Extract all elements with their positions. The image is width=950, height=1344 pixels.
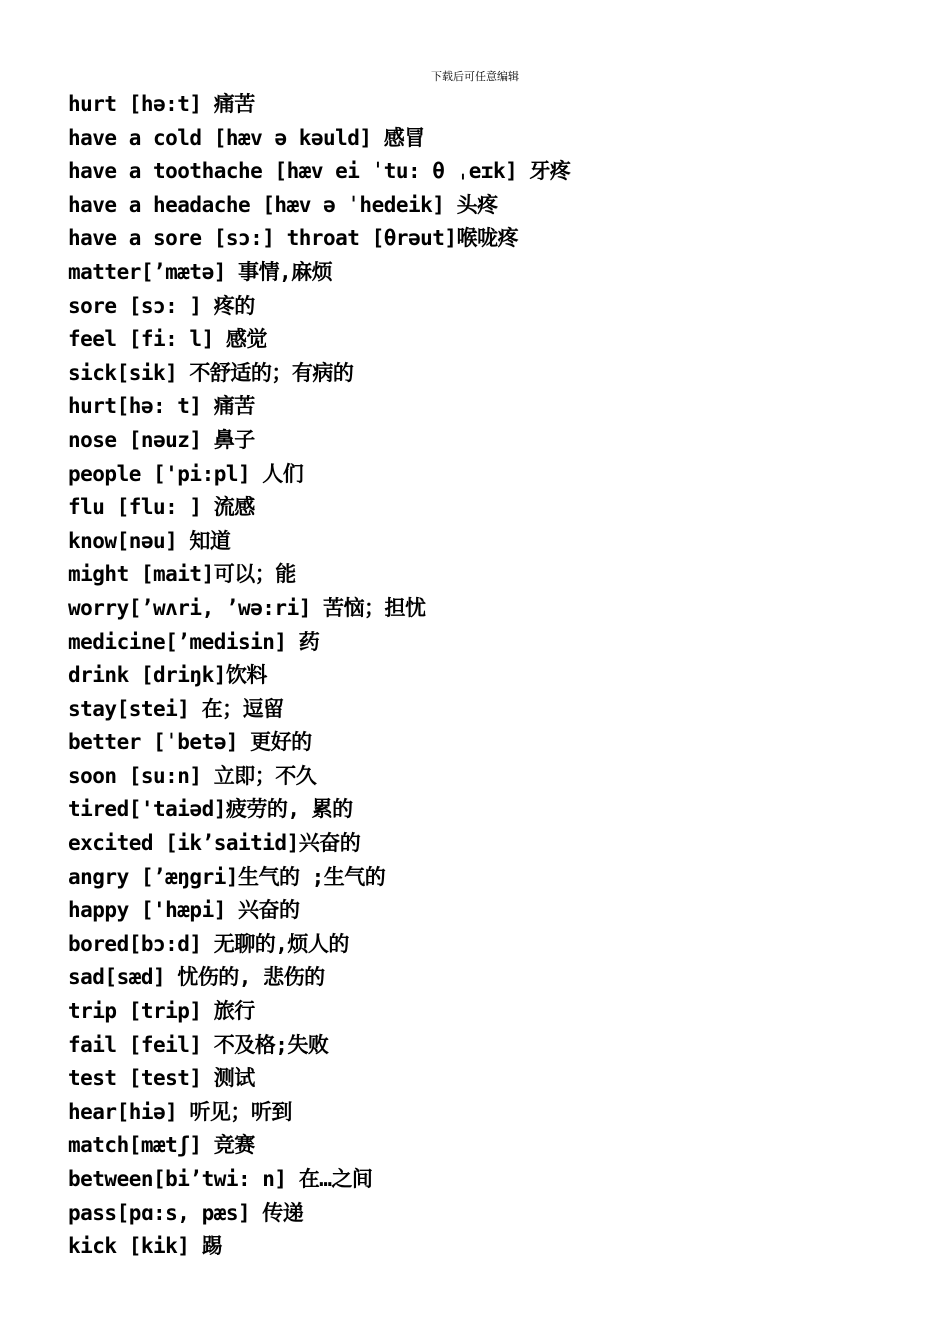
vocab-entry: hear[hiə] 听见；听到 <box>68 1099 292 1124</box>
vocab-entry: tired['taiəd]疲劳的, 累的 <box>68 797 353 822</box>
vocab-entry: sad[sæd] 忧伤的, 悲伤的 <box>68 965 325 990</box>
vocab-entry: nose [nəuz] 鼻子 <box>68 427 255 452</box>
vocab-entry: matter[’mætə] 事情,麻烦 <box>68 259 333 284</box>
vocab-entry: stay[stei] 在；逗留 <box>68 696 284 721</box>
vocab-entry: test [test] 测试 <box>68 1066 255 1091</box>
vocab-entry: hurt[hə: t] 痛苦 <box>68 394 255 419</box>
vocab-entry: feel [fi: l] 感觉 <box>68 327 267 352</box>
vocab-entry: might [mait]可以；能 <box>68 562 296 587</box>
vocab-entry: pass[pɑ:s, pæs] 传递 <box>68 1200 304 1225</box>
vocab-entry: match[mætʃ] 竞赛 <box>68 1133 255 1158</box>
vocab-entry: drink [driŋk]饮料 <box>68 663 267 688</box>
vocab-entry: medicine[’medisin] 药 <box>68 629 320 654</box>
vocab-entry: know[nəu] 知道 <box>68 528 231 553</box>
vocab-entry: have a toothache [hæv ei ˈtu: θ ˌeɪk] 牙疼 <box>68 159 571 184</box>
vocab-entry: sore [sɔ: ] 疼的 <box>68 293 255 318</box>
vocab-entry: worry[’wʌri, ’wə:ri] 苦恼；担忧 <box>68 595 426 620</box>
vocab-entry: have a cold [hæv ə kəuld] 感冒 <box>68 125 425 150</box>
vocab-entry: better [ˈbetə] 更好的 <box>68 730 312 755</box>
vocab-entry: fail [feil] 不及格;失败 <box>68 1032 329 1057</box>
vocab-entry: have a sore [sɔ:] throat [θrəut]喉咙疼 <box>68 226 519 251</box>
page-header: 下载后可任意编辑 <box>431 70 519 83</box>
vocab-entry: kick [kik] 踢 <box>68 1234 223 1259</box>
vocab-entry: flu [flu: ] 流感 <box>68 495 255 520</box>
vocabulary-list <box>68 88 928 1264</box>
vocab-entry: hurt [hə:t] 痛苦 <box>68 92 255 116</box>
vocab-entry: bored[bɔ:d] 无聊的,烦人的 <box>68 931 349 956</box>
vocab-entry: between[bi’twi: n] 在…之间 <box>68 1167 373 1191</box>
vocab-entry: happy ['hæpi] 兴奋的 <box>68 898 300 923</box>
vocab-entry: angry [’æŋgri]生气的 ;生气的 <box>68 864 386 889</box>
vocab-entry: excited [ik’saitid]兴奋的 <box>68 831 361 856</box>
vocab-entry: people ['pi:pl] 人们 <box>68 461 304 486</box>
vocab-entry: soon [su:n] 立即；不久 <box>68 763 317 788</box>
vocab-entry: trip [trip] 旅行 <box>68 999 255 1024</box>
vocab-entry: sick[sik] 不舒适的；有病的 <box>68 360 354 385</box>
vocab-entry: have a headache [hæv ə ˈhedeik] 头疼 <box>68 192 498 217</box>
